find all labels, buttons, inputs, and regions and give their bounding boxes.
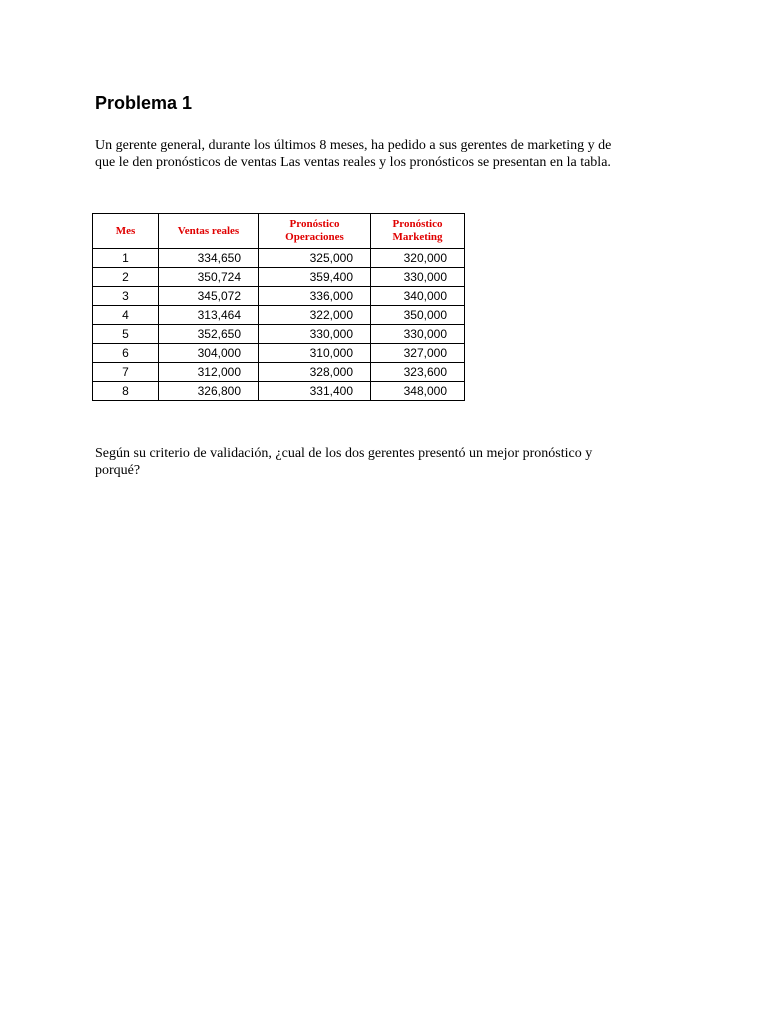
question-paragraph — [95, 445, 592, 479]
header-operaciones-line-2: Operaciones — [285, 231, 344, 243]
page-title: Problema 1 — [95, 93, 193, 113]
header-marketing-line-2: Marketing — [392, 231, 443, 243]
cell-ventas-reales: 334,650 — [159, 249, 259, 268]
cell-mes: 2 — [93, 268, 159, 287]
cell-pronostico-marketing: 320,000 — [371, 249, 465, 268]
cell-mes: 7 — [93, 363, 159, 382]
cell-pronostico-operaciones: 331,400 — [259, 382, 371, 401]
intro-line-2: que le den pronósticos de ventas Las ventas reales y los pronósticos se presentan en la tabla. — [95, 155, 611, 170]
header-ventas-reales — [159, 214, 259, 249]
cell-mes: 3 — [93, 287, 159, 306]
cell-mes: 1 — [93, 249, 159, 268]
intro-line-1: Un gerente general, durante los últimos 8 meses, ha pedido a sus gerentes de marketing y de — [95, 138, 612, 153]
cell-pronostico-marketing: 340,000 — [371, 287, 465, 306]
cell-ventas-reales: 313,464 — [159, 306, 259, 325]
table-row — [93, 363, 465, 382]
cell-pronostico-operaciones: 330,000 — [259, 325, 371, 344]
cell-pronostico-marketing: 330,000 — [371, 268, 465, 287]
cell-pronostico-operaciones: 322,000 — [259, 306, 371, 325]
question-line-1: Según su criterio de validación, ¿cual de los dos gerentes presentó un mejor pronóstico y — [95, 446, 593, 461]
cell-mes: 8 — [93, 382, 159, 401]
cell-pronostico-operaciones: 336,000 — [259, 287, 371, 306]
cell-ventas-reales: 352,650 — [159, 325, 259, 344]
header-mes — [93, 214, 159, 249]
table-row — [93, 344, 465, 363]
table-header-row — [93, 214, 465, 249]
header-pronostico-operaciones — [259, 214, 371, 249]
cell-ventas-reales: 312,000 — [159, 363, 259, 382]
cell-ventas-reales: 350,724 — [159, 268, 259, 287]
cell-ventas-reales: 326,800 — [159, 382, 259, 401]
cell-mes: 4 — [93, 306, 159, 325]
cell-pronostico-operaciones: 325,000 — [259, 249, 371, 268]
table-row — [93, 249, 465, 268]
header-pronostico-marketing — [371, 214, 465, 249]
question-line-2: porqué? — [95, 463, 141, 478]
cell-mes: 6 — [93, 344, 159, 363]
header-mes-label: Mes — [115, 224, 136, 237]
cell-pronostico-operaciones: 310,000 — [259, 344, 371, 363]
cell-mes: 5 — [93, 325, 159, 344]
cell-pronostico-marketing: 330,000 — [371, 325, 465, 344]
sales-forecast-table — [92, 213, 465, 401]
header-marketing-line-1: Pronóstico — [392, 218, 443, 230]
cell-pronostico-marketing: 327,000 — [371, 344, 465, 363]
cell-ventas-reales: 304,000 — [159, 344, 259, 363]
table-row — [93, 268, 465, 287]
intro-paragraph — [95, 137, 611, 171]
table-row — [93, 287, 465, 306]
cell-pronostico-operaciones: 328,000 — [259, 363, 371, 382]
cell-pronostico-marketing: 348,000 — [371, 382, 465, 401]
table-row — [93, 306, 465, 325]
cell-pronostico-operaciones: 359,400 — [259, 268, 371, 287]
table-row — [93, 382, 465, 401]
cell-pronostico-marketing: 350,000 — [371, 306, 465, 325]
cell-pronostico-marketing: 323,600 — [371, 363, 465, 382]
header-ventas-label: Ventas reales — [177, 224, 240, 237]
table-row — [93, 325, 465, 344]
header-operaciones-line-1: Pronóstico — [289, 218, 340, 230]
cell-ventas-reales: 345,072 — [159, 287, 259, 306]
